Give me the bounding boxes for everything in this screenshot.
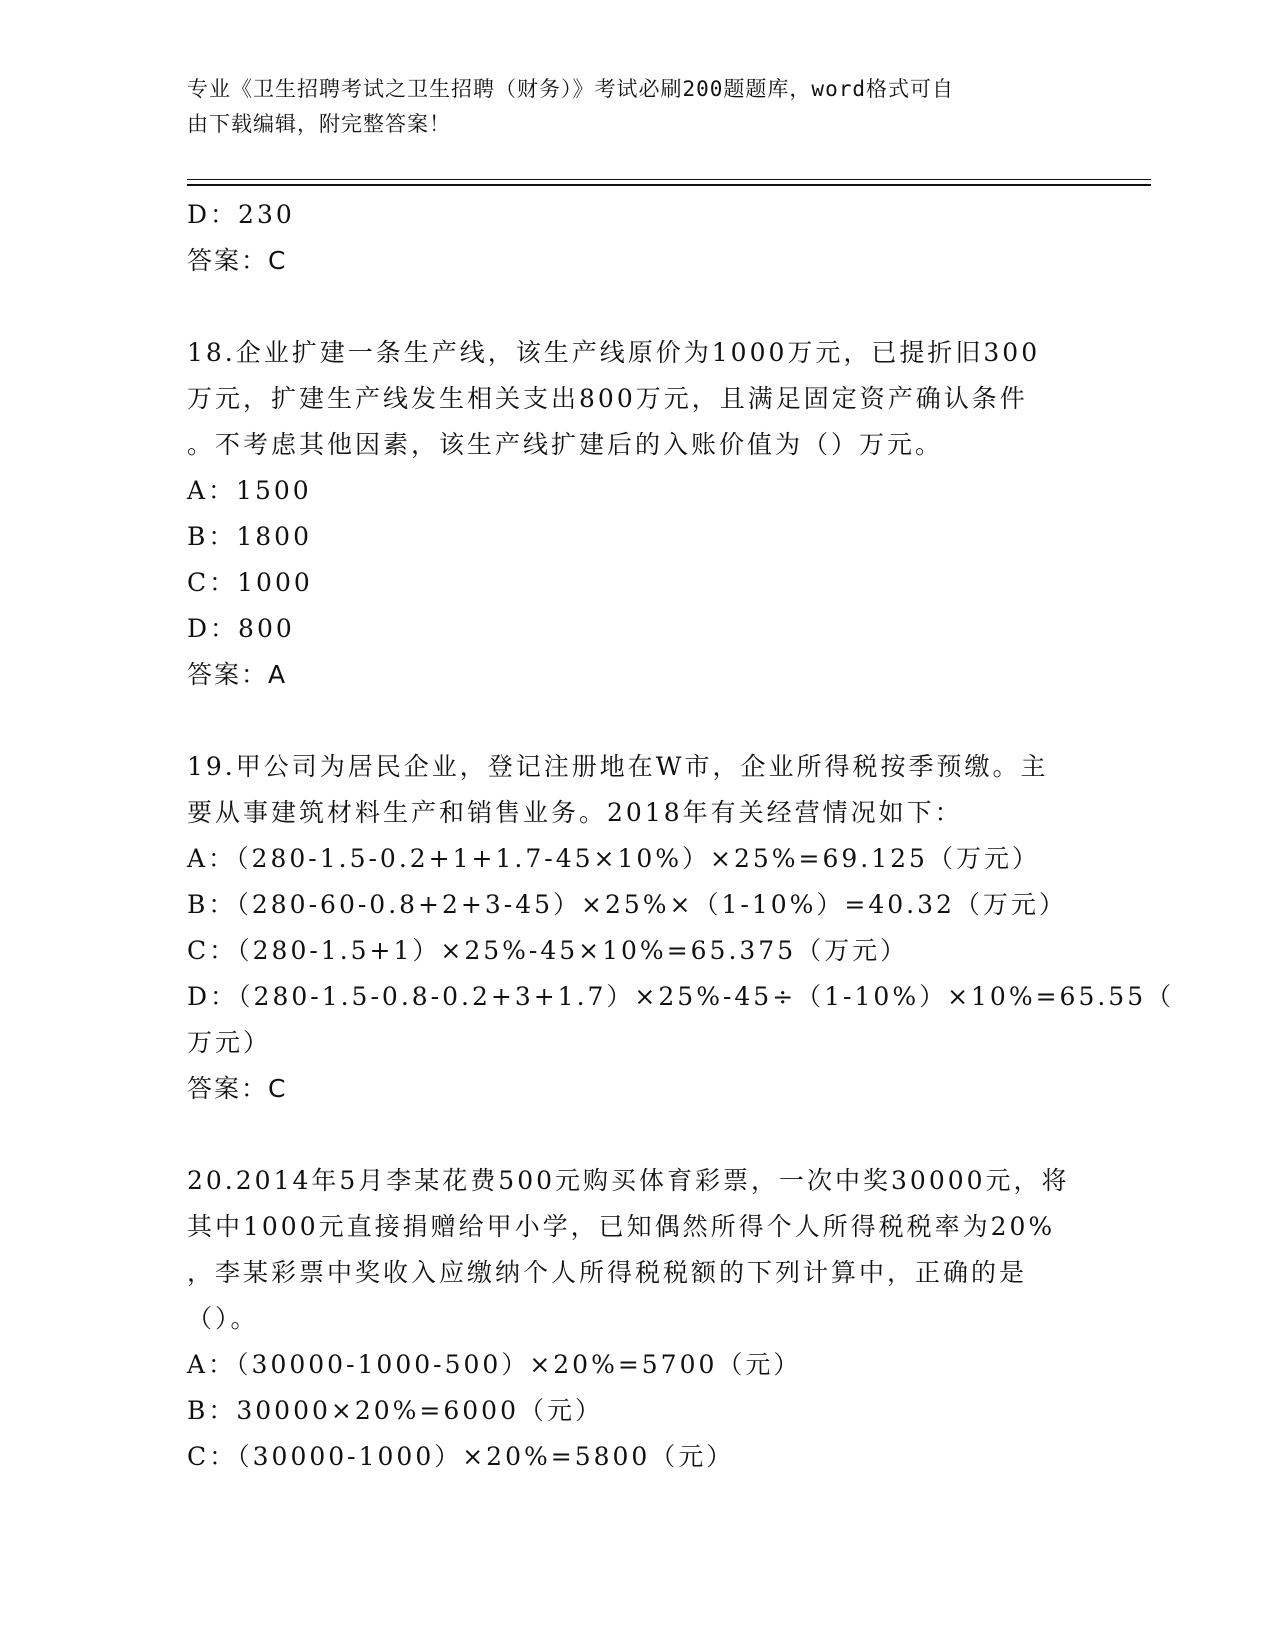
question-18 [187, 330, 1087, 698]
header-rule-thick [187, 184, 1151, 186]
option-a: A：1500 [187, 476, 312, 505]
option-d: D：230 [187, 200, 295, 229]
spacer [187, 698, 1087, 744]
answer-line: 答案：C [187, 1074, 288, 1103]
question-text-line: 19.甲公司为居民企业，登记注册地在W市，企业所得税按季预缴。主 [187, 752, 1049, 781]
question-text-line: 20.2014年5月李某花费500元购买体育彩票，一次中奖30000元，将 [187, 1166, 1070, 1195]
option-c: C：1000 [187, 568, 313, 597]
question-text-line: 其中1000元直接捐赠给甲小学，已知偶然所得个人所得税税率为20% [187, 1212, 1056, 1241]
header-rule-thin [187, 179, 1151, 180]
spacer [187, 1112, 1087, 1158]
option-b: B：30000×20%=6000（元） [187, 1396, 603, 1425]
spacer [187, 284, 1087, 330]
question-17-tail [187, 192, 1087, 284]
option-c: C：（280-1.5+1）×25%-45×10%=65.375（万元） [187, 936, 909, 965]
question-20 [187, 1158, 1087, 1480]
document-body [187, 192, 1175, 1480]
question-text-line: 万元，扩建生产线发生相关支出800万元，且满足固定资产确认条件 [187, 384, 1028, 413]
question-19 [187, 744, 1175, 1112]
question-text-line: ，李某彩票中奖收入应缴纳个人所得税税额的下列计算中，正确的是 [187, 1258, 1028, 1287]
document-header [187, 72, 1087, 142]
answer-line: 答案：A [187, 660, 288, 689]
option-a: A：（280-1.5-0.2+1+1.7-45×10%）×25%=69.125（万元） [187, 844, 1040, 873]
header-line-1: 专业《卫生招聘考试之卫生招聘（财务）》考试必刷200题题库，word格式可自 [187, 77, 954, 101]
option-b: B：（280-60-0.8+2+3-45）×25%×（1-10%）=40.32（万元） [187, 890, 1067, 919]
question-text-line: 要从事建筑材料生产和销售业务。2018年有关经营情况如下： [187, 798, 963, 827]
option-d: D：（280-1.5-0.8-0.2+3+1.7）×25%-45÷（1-10%）×10%=65.55（ [187, 982, 1175, 1011]
option-d: D：800 [187, 614, 295, 643]
question-text-line: 。不考虑其他因素，该生产线扩建后的入账价值为（）万元。 [187, 430, 944, 459]
option-b: B：1800 [187, 522, 312, 551]
header-line-2: 由下载编辑，附完整答案！ [187, 112, 451, 136]
option-d-continued: 万元） [187, 1028, 272, 1057]
question-text-line: （）。 [187, 1304, 259, 1333]
answer-line: 答案：C [187, 246, 288, 275]
question-text-line: 18.企业扩建一条生产线，该生产线原价为1000万元，已提折旧300 [187, 338, 1041, 367]
option-c: C：（30000-1000）×20%=5800（元） [187, 1442, 735, 1471]
option-a: A：（30000-1000-500）×20%=5700（元） [187, 1350, 802, 1379]
